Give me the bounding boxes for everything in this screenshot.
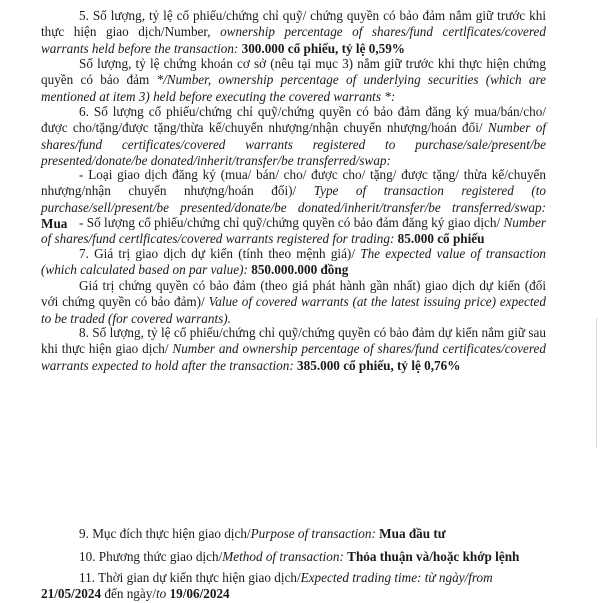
item-8-english-text: Number and ownership percentage of shares/fund certificates/covered warrants expected to hold after the transaction: — [41, 341, 546, 373]
item-7-vietnamese-text: 7. Giá trị giao dịch dự kiến (tính theo mệnh giá)/ — [79, 246, 355, 261]
item-6-transaction-type-vietnamese-text: - Loại giao dịch đăng ký (mua/ bán/ cho/ được cho/ tặng/ được tặng/ thừa kế/chuyển nhượng/nhận chuyển nhượng/hoán đổi)/ — [41, 167, 546, 199]
item-7-warrant-value-paragraph — [41, 278, 546, 327]
item-11-from-label: từ ngày/from — [424, 570, 493, 585]
item-5-underlying-vietnamese-text: Số lượng, tỷ lệ chứng khoán cơ sở (nêu tại mục 3) nắm giữ trước khi thực hiện chứng quyền có bảo đảm — [41, 56, 546, 88]
item-7-paragraph — [41, 246, 546, 279]
item-6-quantity-vietnamese-text: - Số lượng cổ phiếu/chứng chỉ quỹ/chứng quyền có bảo đảm đăng ký giao dịch/ — [79, 215, 501, 230]
item-5-paragraph — [41, 8, 546, 57]
item-8-vietnamese-text: 8. Số lượng, tỷ lệ cổ phiếu/chứng chỉ quỹ/chứng quyền có bảo đảm dự kiến nắm giữ sau khi thực hiện giao dịch/ — [41, 325, 546, 357]
item-11-from-date: 21/05/2024 — [41, 586, 102, 602]
item-11-paragraph — [41, 570, 551, 603]
item-9-vietnamese-text: 9. Mục đích thực hiện giao dịch/ — [79, 526, 251, 541]
item-11-english-text: Expected trading time: — [300, 570, 422, 585]
item-7-value: 850.000.000 đồng — [251, 262, 349, 278]
item-11-to-label-english: to — [156, 586, 167, 602]
item-7-warrant-value-english-text: Value of covered warrants (at the latest issuing price) expected to be traded (for covered warrants). — [41, 294, 547, 326]
item-10-vietnamese-text: 10. Phương thức giao dịch/ — [79, 549, 223, 564]
item-10-english-text: Method of transaction: — [222, 549, 344, 564]
item-11-to-label-vietnamese: đến ngày/ — [104, 586, 157, 602]
item-5-underlying-english-text: */Number, ownership percentage of underlying securities (which are mentioned at item 3) held before executing the covered warrants *: — [41, 72, 547, 104]
item-6-paragraph — [41, 104, 546, 169]
item-10-value: Thỏa thuận và/hoặc khớp lệnh — [347, 549, 520, 564]
item-9-line — [79, 526, 559, 542]
item-8-value: 385.000 cổ phiếu, tỷ lệ 0,76% — [297, 357, 461, 373]
item-6-english-text: Number of shares/fund certificates/covered warrants registered to purchase/sale/present/be presented/donate/be donated/inherit/transfer/be transferred/swap: — [41, 120, 547, 168]
item-6-transaction-type-value: Mua — [41, 215, 68, 231]
item-5-vietnamese-text: 5. Số lượng, tỷ lệ cổ phiếu/chứng chỉ quỹ/ chứng quyền có bảo đảm nắm giữ trước khi thực hiện giao dịch/Number, — [41, 8, 546, 40]
item-7-english-text: The expected value of transaction (which calculated based on par value): — [41, 246, 547, 278]
item-10-line — [79, 549, 559, 565]
item-9-english-text: Purpose of transaction: — [250, 526, 376, 541]
item-6-quantity-english-text: Number of shares/fund certlficates/covered warrants registered for trading: — [41, 215, 546, 247]
item-8-paragraph — [41, 325, 546, 374]
item-11-to-date: 19/06/2024 — [169, 586, 230, 602]
item-5-english-text: ownership percentage of shares/fund certlficates/covered warrants held before the transaction: — [41, 24, 546, 56]
item-5-underlying-paragraph — [41, 56, 546, 105]
item-6-vietnamese-text: 6. Số lượng cổ phiếu/chứng chỉ quỹ/chứng quyền có bảo đảm đăng ký mua/bán/cho/được cho/tặng/được tặng/thừa kế/chuyển nhượng/nhận chuyển nhượng/hoán đổi/ — [41, 104, 546, 136]
item-9-value: Mua đầu tư — [379, 526, 446, 541]
page-edge-divider — [596, 318, 597, 448]
item-7-warrant-value-vietnamese-text: Giá trị chứng quyền có bảo đảm (theo giá phát hành gần nhất) giao dịch dự kiến (đối với chứng quyền có bảo đảm)/ — [41, 278, 546, 310]
item-5-value: 300.000 cổ phiếu, tỷ lệ 0,59% — [241, 40, 405, 56]
item-6-quantity-paragraph — [41, 215, 546, 248]
item-11-vietnamese-text: 11. Thời gian dự kiến thực hiện giao dịch/ — [79, 570, 301, 585]
item-6-quantity-value: 85.000 cổ phiếu — [397, 231, 485, 247]
item-6-transaction-type-english-text: Type of transaction registered (to purchase/sell/present/be presented/donate/be donated/inherit/transfer/be transferred/swap: — [41, 183, 547, 215]
